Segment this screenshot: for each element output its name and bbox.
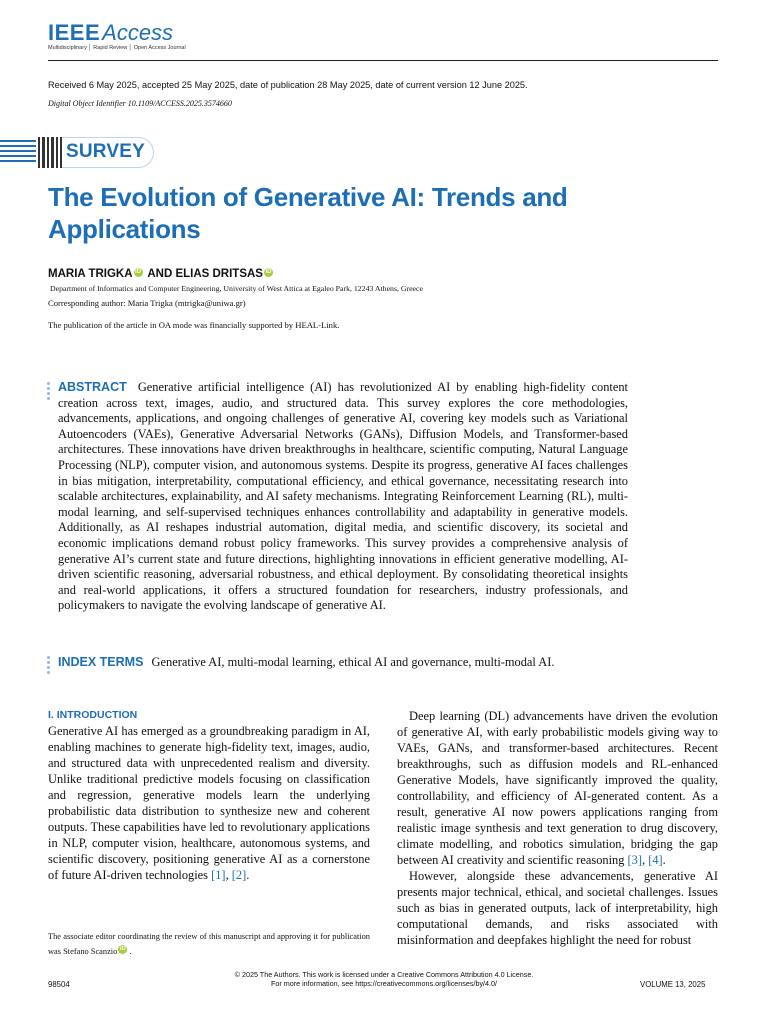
- citation-link[interactable]: [3]: [627, 853, 642, 867]
- right-column: [397, 708, 718, 948]
- index-terms: [58, 655, 658, 671]
- abstract-label: ABSTRACT: [58, 380, 127, 394]
- citation-link[interactable]: [2]: [231, 868, 247, 882]
- abstract: [58, 380, 628, 614]
- left-column: [48, 723, 370, 883]
- logo-ieee-text: IEEE: [48, 20, 101, 45]
- index-terms-dots-icon: [47, 656, 50, 676]
- volume-label: VOLUME 13, 2025: [640, 980, 706, 989]
- ieee-access-logo: [48, 20, 173, 46]
- citation-link[interactable]: [1]: [211, 868, 226, 882]
- intro-paragraph: [397, 868, 718, 948]
- abstract-dots-icon: [47, 382, 50, 402]
- article-type-label: SURVEY: [66, 141, 145, 162]
- abstract-text: Generative artificial intelligence (AI) has revolutionized AI by enabling high-fidelity content creation across text, images, audio, and structured data. This survey explores the core methodologies, advancements, applications, and ongoing challenges of generative AI, covering key models such as Variational Autoencoders (VAEs), Generative Adversarial Networks (GANs), Diffusion Models, and Transformer-based architectures. These innovations have driven breakthroughs in healthcare, scientific computing, Natural Language Processing (NLP), computer vision, and autonomous systems. Despite its progress, generative AI faces challenges in bias mitigation, interpretability, computational efficiency, and ethical governance, necessitating research into scalable architectures, explainability, and AI safety mechanisms. Integrating Reinforcement Learning (RL), multi-modal learning, and self-supervised techniques enhances controllability and adaptability in generative models. Additionally, as AI reshapes industrial automation, digital media, and scientific discovery, its societal and economic implications demand robust policy frameworks. This survey provides a comprehensive analysis of generative AI’s current state and future directions, highlighting innovations in efficient generative modelling, AI-driven scientific reasoning, adversarial robustness, and ethical deployment. By consolidating theoretical insights and real-world applications, it offers a structured foundation for researchers, industry professionals, and policymakers to navigate the evolving landscape of generative AI.: [58, 380, 628, 613]
- paragraph-text: However, alongside these advancements, generative AI presents major technical, ethical, and societal challenges. Issues such as bias in generated outputs, lack of interpretability, high computational demands, and risks associated with misinformation and deepfakes highlight the need for robust: [397, 869, 718, 947]
- paragraph-text: Deep learning (DL) advancements have driven the evolution of generative AI, with early probabilistic models giving way to VAEs, GANs, and transformer-based architectures. Recent breakthroughs, such as diffusion models and RL-enhanced Generative Models, have significantly improved the quality, controllability, and efficiency of AI-generated content. As a result, generative AI now powers applications ranging from realistic image synthesis and text generation to drug discovery, climate modelling, and robotics simulation, bridging the gap between AI creativity and scientific reasoning: [397, 709, 718, 867]
- paragraph-text: Generative AI has emerged as a groundbreaking paradigm in AI, enabling machines to generate high-fidelity text, images, audio, and structured data with unprecedented realism and diversity. Unlike traditional predictive models focusing on classification and regression, generative models learn the underlying probabilistic data distribution to synthesize new and coherent outputs. These capabilities have led to revolutionary applications in NLP, computer vision, healthcare, autonomous systems, and scientific discovery, positioning generative AI as a cornerstone of future AI-driven technologies: [48, 724, 370, 882]
- license-link[interactable]: For more information, see https://creativecommons.org/licenses/by/4.0/: [270, 979, 498, 988]
- orcid-icon[interactable]: iD: [119, 946, 126, 952]
- page-number: 98504: [48, 980, 70, 989]
- corresponding-author: Corresponding author: Maria Trigka (mtrigka@uniwa.gr): [48, 298, 246, 308]
- citation-link[interactable]: [4]: [648, 853, 663, 867]
- license-line: © 2025 The Authors. This work is licensed under a Creative Commons Attribution 4.0 License.: [234, 970, 534, 979]
- orcid-icon[interactable]: iD: [265, 269, 272, 275]
- received-dates: Received 6 May 2025, accepted 25 May 2025, date of publication 28 May 2025, date of current version 12 June 2025.: [48, 80, 528, 90]
- affiliation: Department of Informatics and Computer Engineering, University of West Attica at Egaleo Park, 12243 Athens, Greece: [50, 284, 423, 293]
- editor-note: The associate editor coordinating the review of this manuscript and approving it for publication was Stefano Scanzio iD .: [48, 932, 370, 956]
- index-terms-text: Generative AI, multi-modal learning, ethical AI and governance, multi-modal AI.: [151, 655, 555, 669]
- author-line: [48, 268, 275, 280]
- author-name: AND ELIAS DRITSAS: [147, 268, 263, 280]
- intro-paragraph: Deep learning (DL) advancements have driven the evolution of generative AI, with early probabilistic models giving way to VAEs, GANs, and transformer-based architectures. Recent breakthroughs, such as diffusion models and RL-enhanced Generative Models, have significantly improved the quality, controllability, and efficiency of AI-generated content. As a result, generative AI now powers applications ranging from realistic image synthesis and text generation to drug discovery, climate modelling, and robotics simulation, bridging the gap between AI creativity and scientific reasoning [3], [4].: [397, 709, 718, 867]
- doi-line: Digital Object Identifier 10.1109/ACCESS.2025.3574660: [48, 99, 232, 108]
- index-terms-label: INDEX TERMS: [58, 655, 144, 669]
- author-name: MARIA TRIGKA: [48, 268, 133, 280]
- header-divider: [48, 60, 718, 61]
- editor-note-text: The associate editor coordinating the review of this manuscript and approving it for publication was Stefano Scanzio: [48, 932, 370, 956]
- orcid-icon[interactable]: iD: [135, 269, 142, 275]
- article-title: The Evolution of Generative AI: Trends and Applications: [48, 182, 568, 244]
- funding-note: The publication of the article in OA mode was financially supported by HEAL-Link.: [48, 320, 340, 330]
- section-heading: I. INTRODUCTION: [48, 709, 138, 721]
- survey-stripes-graphic: [0, 137, 62, 168]
- logo-subtitle: Multidisciplinary │ Rapid Review │ Open Access Journal: [48, 45, 186, 51]
- logo-access-text: Access: [102, 20, 174, 45]
- intro-paragraph: Generative AI has emerged as a groundbreaking paradigm in AI, enabling machines to generate high-fidelity text, images, audio, and structured data with unprecedented realism and diversity. Unlike traditional predictive models focusing on classification and regression, generative models learn the underlying probabilistic data distribution to synthesize new and coherent outputs. These capabilities have led to revolutionary applications in NLP, computer vision, healthcare, autonomous systems, and scientific discovery, positioning generative AI as a cornerstone of future AI-driven technologies [1], [2].: [48, 724, 370, 882]
